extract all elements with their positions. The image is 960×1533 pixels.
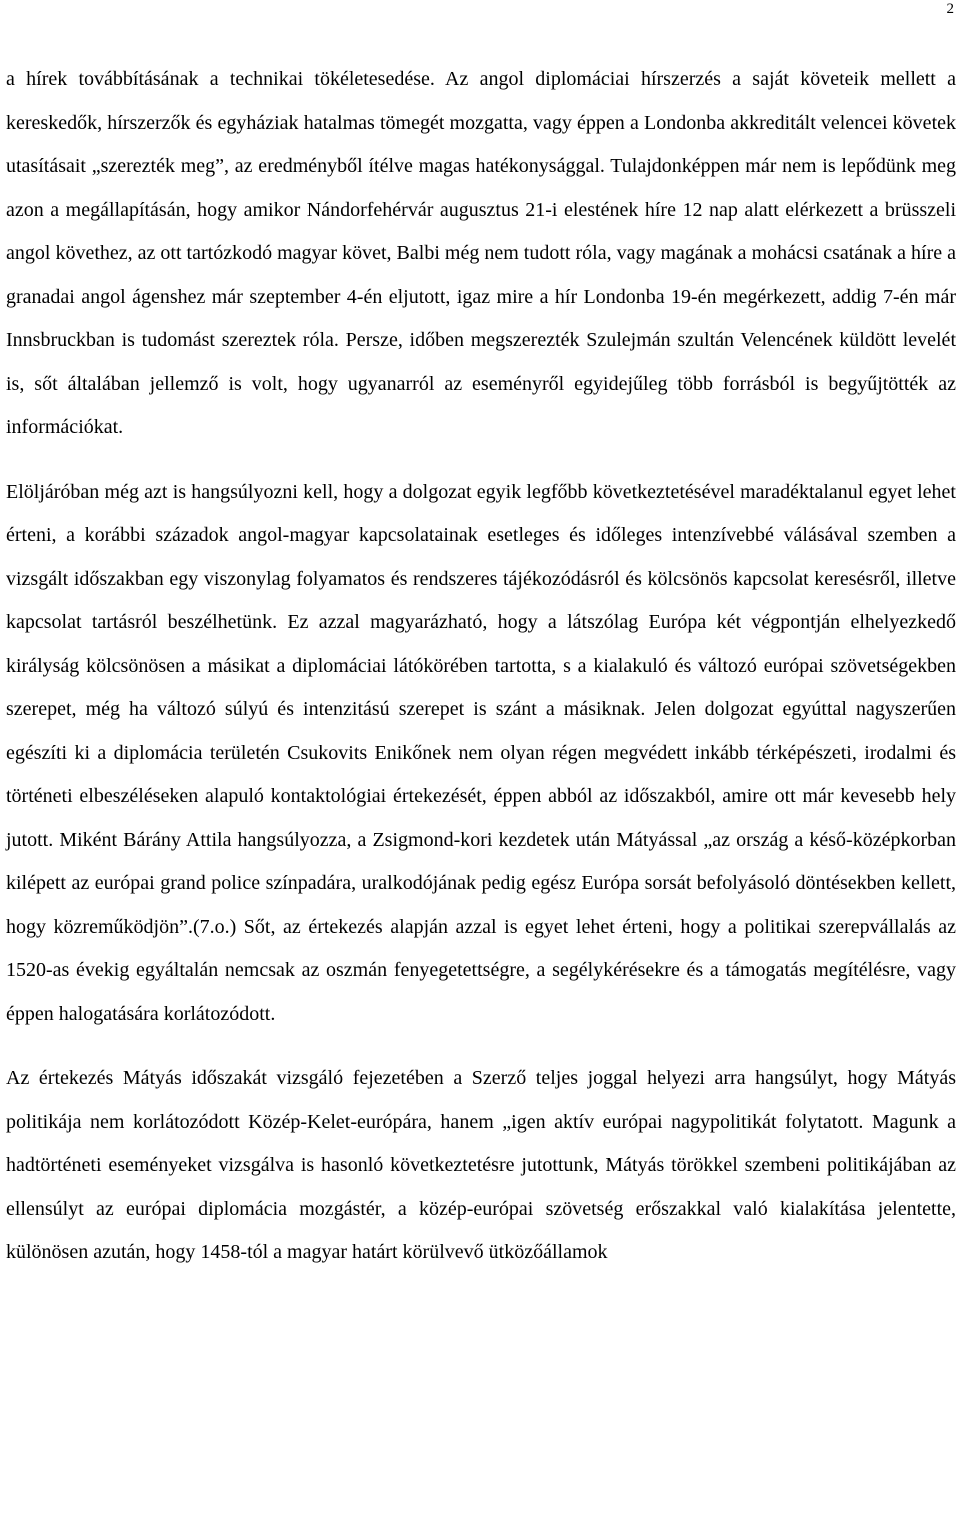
paragraph: Az értekezés Mátyás időszakát vizsgáló fejezetében a Szerző teljes joggal helyezi arra hangsúlyt, hogy Mátyás politikája nem korlátozódott Közép-Kelet-európára, hanem „igen aktív európai nagypolitikát folytatott. Magunk a hadtörténeti eseményeket vizsgálva is hasonló következtetésre jutottunk, Mátyás törökkel szembeni politikájában az ellensúlyt az európai diplomácia mozgástér, a közép-európai szövetség erőszakkal való kialakítása jelentette, különösen azután, hogy 1458-tól a magyar határt körülvevő ütközőállamok xyxy=(6,1067,956,1263)
paragraph: Elöljáróban még azt is hangsúlyozni kell, hogy a dolgozat egyik legfőbb következtetésével maradéktalanul egyet lehet érteni, a korábbi századok angol-magyar kapcsolatainak esetleges és időleges intenzívebbé válásával szemben a vizsgált időszakban egy viszonylag folyamatos és rendszeres tájékozódásról és kölcsönös kapcsolat keresésről, illetve kapcsolat tartásról beszélhetünk. Ez azzal magyarázható, hogy a látszólag Európa két végpontján elhelyezkedő királyság kölcsönösen a másikat a diplomáciai látókörében tartotta, s a kialakuló és változó európai szövetségekben szerepet, még ha változó súlyú és intenzitású szerepet is szánt a másiknak. Jelen dolgozat egyúttal nagyszerűen egészíti ki a diplomácia területén Csukovits Enikőnek nem olyan régen megvédett inkább térképészeti, irodalmi és történeti elbeszéléseken alapuló kontaktológiai értekezését, éppen abból az időszakból, amire ott már kevesebb hely jutott. Miként Bárány Attila hangsúlyozza, a Zsigmond-kori kezdetek után Mátyással „az ország a késő-középkorban kilépett az európai grand police színpadára, uralkodójának pedig egész Európa sorsát befolyásoló döntésekben kellett, hogy közreműködjön”.(7.o.) Sőt, az értekezés alapján azzal is egyet lehet érteni, hogy a politikai szerepvállalás az 1520-as évekig egyáltalán nemcsak az oszmán fenyegetettségre, a segélykérésekre és a támogatás megítélésre, vagy éppen halogatására korlátozódott. xyxy=(6,480,956,1025)
paragraph: a hírek továbbításának a technikai tökéletesedése. Az angol diplomáciai hírszerzés a saját követeik mellett a kereskedők, hírszerzők és egyháziak hatalmas tömegét mozgatta, vagy éppen a Londonba akkreditált velencei követek utasításait „szerezték meg”, az eredményből ítélve magas hatékonysággal. Tulajdonképpen már nem is lepődünk meg azon a megállapításán, hogy amikor Nándorfehérvár augusztus 21-i elestének híre 12 nap alatt elérkezett a brüsszeli angol követhez, az ott tartózkodó magyar követ, Balbi még nem tudott róla, vagy magának a mohácsi csatának a híre a granadai angol ágenshez már szeptember 4-én eljutott, igaz mire a hír Londonba 19-én megérkezett, addig 7-én már Innsbruckban is tudomást szereztek róla. Persze, időben megszerezték Szulejmán szultán Velencének küldött levelét is, sőt általában jellemző is volt, hogy ugyanarról az eseményről egyidejűleg több forrásból is begyűjtötték az információkat. xyxy=(6,68,956,438)
page-number: 2 xyxy=(946,1,954,17)
document-body xyxy=(6,58,956,1275)
